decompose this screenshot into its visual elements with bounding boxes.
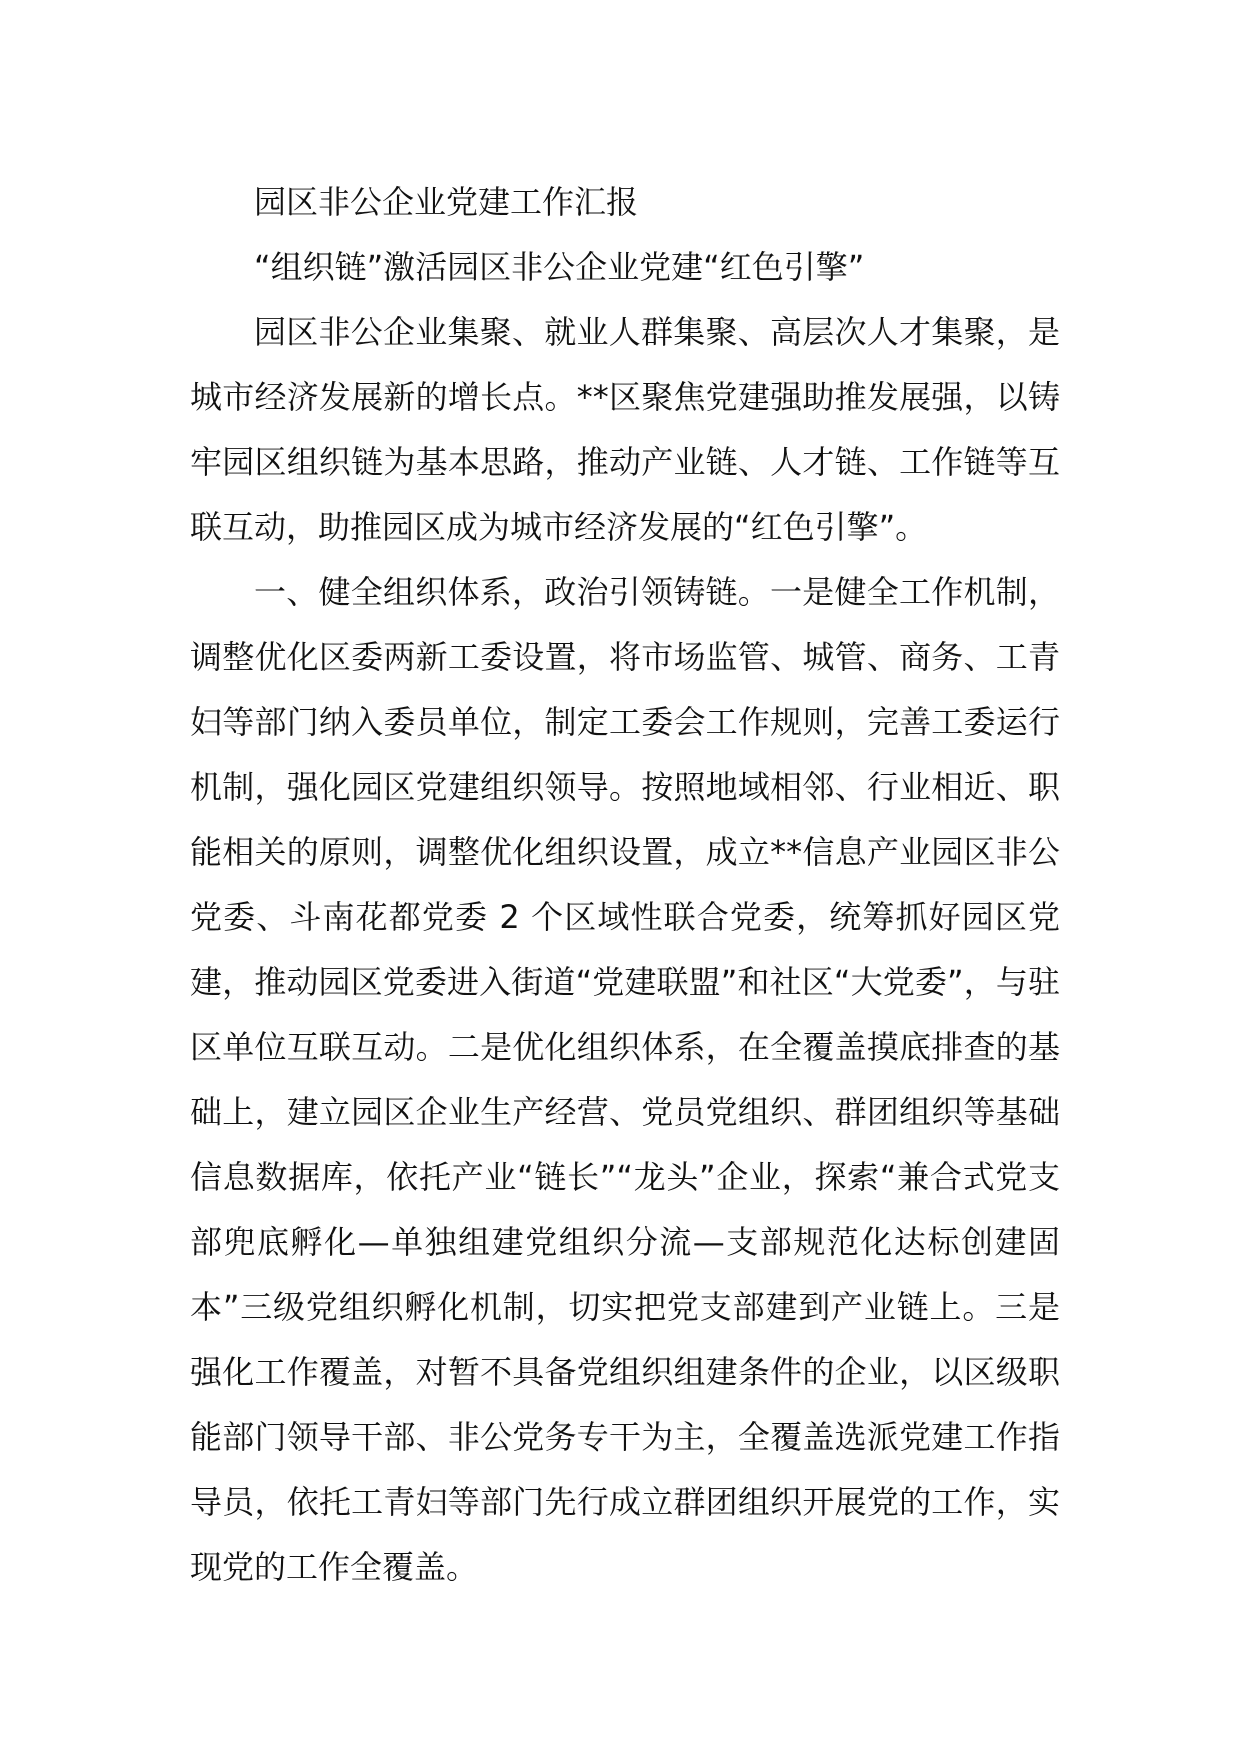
document-title: 园区非公企业党建工作汇报	[254, 183, 639, 221]
paragraph-intro: 园区非公企业集聚、就业人群集聚、高层次人才集聚，是城市经济发展新的增长点。**区聚焦党建强助推发展强，以铸牢园区组织链为基本思路，推动产业链、人才链、工作链等互联互动，助推园区成为城市经济发展的“红色引擎”。	[190, 313, 1060, 546]
paragraph-section-one: 一、健全组织体系，政治引领铸链。一是健全工作机制，调整优化区委两新工委设置，将市场监管、城管、商务、工青妇等部门纳入委员单位，制定工委会工作规则，完善工委运行机制，强化园区党建组织领导。按照地域相邻、行业相近、职能相关的原则，调整优化组织设置，成立**信息产业园区非公党委、斗南花都党委 2 个区域性联合党委，统筹抓好园区党建，推动园区党委进入街道“党建联盟”和社区“大党委”，与驻区单位互联互动。二是优化组织体系，在全覆盖摸底排查的基础上，建立园区企业生产经营、党员党组织、群团组织等基础信息数据库，依托产业“链长”“龙头”企业，探索“兼合式党支部兜底孵化—单独组建党组织分流—支部规范化达标创建固本”三级党组织孵化机制，切实把党支部建到产业链上。三是强化工作覆盖，对暂不具备党组织组建条件的企业，以区级职能部门领导干部、非公党务专干为主，全覆盖选派党建工作指导员，依托工青妇等部门先行成立群团组织开展党的工作，实现党的工作全覆盖。	[190, 573, 1060, 1586]
document-body	[190, 170, 1060, 1600]
document-subtitle: “组织链”激活园区非公企业党建“红色引擎”	[254, 248, 865, 286]
